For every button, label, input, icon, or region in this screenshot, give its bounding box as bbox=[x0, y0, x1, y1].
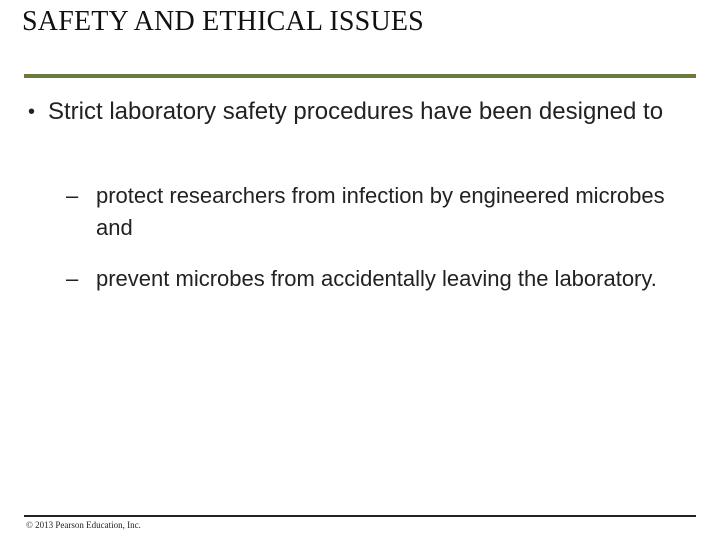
sub-bullet-marker: – bbox=[66, 183, 79, 208]
sub-bullet-marker: – bbox=[66, 266, 79, 291]
sub-bullet-text: protect researchers from infection by engineered microbes and bbox=[96, 183, 665, 240]
copyright-footer: © 2013 Pearson Education, Inc. bbox=[26, 520, 141, 530]
slide-title: SAFETY AND ETHICAL ISSUES bbox=[22, 6, 424, 37]
bullet-text: Strict laboratory safety procedures have been designed to bbox=[48, 98, 664, 125]
sub-bullet-item bbox=[66, 263, 666, 295]
sub-bullet-item bbox=[66, 180, 666, 244]
bullet-item bbox=[28, 96, 668, 128]
title-divider bbox=[24, 74, 696, 78]
footer-divider bbox=[24, 515, 696, 517]
sub-bullet-text: prevent microbes from accidentally leaving the laboratory. bbox=[96, 266, 657, 291]
bullet-marker: • bbox=[28, 101, 36, 123]
